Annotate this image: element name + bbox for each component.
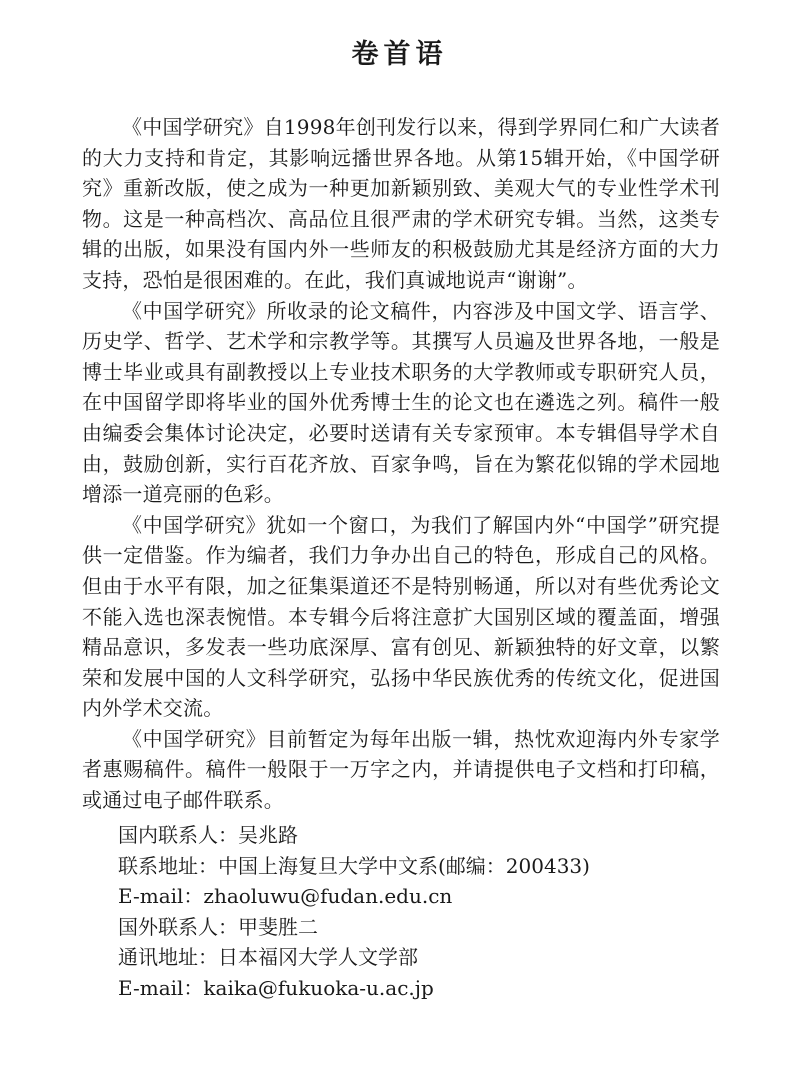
contact-label: 国内联系人：: [118, 823, 238, 847]
contact-label: 通讯地址：: [118, 945, 218, 970]
preface-body: [82, 112, 720, 816]
contact-info: [118, 820, 738, 1004]
contact-value: 日本福冈大学人文学部: [218, 945, 418, 970]
contact-label: E-mail：: [118, 884, 204, 909]
paragraph-3: 《中国学研究》犹如一个窗口，为我们了解国内外“中国学”研究提供一定借鉴。作为编者，我们力争办出自己的特色，形成自己的风格。但由于水平有限，加之征集渠道还不是特别畅通，所以对有些优秀论文不能入选也深表惋惜。本专辑今后将注意扩大国别区域的覆盖面，增强精品意识，多发表一些功底深厚、富有创见、新颖独特的好文章，以繁荣和发展中国的人文科学研究，弘扬中华民族优秀的传统文化，促进国内外学术交流。: [82, 512, 720, 721]
contact-value: 吴兆路: [238, 823, 298, 847]
contact-label: 联系地址：: [118, 853, 218, 878]
contact-label: 国外联系人：: [118, 914, 238, 939]
paragraph-2: 《中国学研究》所收录的论文稿件，内容涉及中国文学、语言学、历史学、哲学、艺术学和宗教学等。其撰写人员遍及世界各地，一般是博士毕业或具有副教授以上专业技术职务的大学教师或专职研究人员，在中国留学即将毕业的国外优秀博士生的论文也在遴选之列。稿件一般由编委会集体讨论决定，必要时送请有关专家预审。本专辑倡导学术自由，鼓励创新，实行百花齐放、百家争鸣，旨在为繁花似锦的学术园地增添一道亮丽的色彩。: [82, 298, 720, 507]
paragraph-1: 《中国学研究》自1998年创刊发行以来，得到学界同仁和广大读者的大力支持和肯定，其影响远播世界各地。从第15辑开始，《中国学研究》重新改版，使之成为一种更加新颖别致、美观大气的专业性学术刊物。这是一种高档次、高品位且很严肃的学术研究专辑。当然，这类专辑的出版，如果没有国内外一些师友的积极鼓励尤其是经济方面的大力支持，恐怕是很困难的。在此，我们真诚地说声“谢谢”。: [82, 115, 720, 292]
foreign-email: [118, 973, 738, 1004]
email-link[interactable]: kaika@fukuoka-u.ac.jp: [203, 975, 434, 1000]
page-title: 卷首语: [351, 39, 448, 70]
contact-value: 中国上海复旦大学中文系(邮编：200433): [218, 853, 590, 878]
paragraph-4: 《中国学研究》目前暂定为每年出版一辑，热忱欢迎海内外专家学者惠赐稿件。稿件一般限于一万字之内，并请提供电子文档和打印稿，或通过电子邮件联系。: [82, 726, 720, 813]
foreign-contact: [118, 912, 738, 943]
domestic-email: [118, 881, 738, 912]
domestic-address: [118, 851, 738, 882]
contact-value: 甲斐胜二: [238, 914, 318, 939]
contact-label: E-mail：: [118, 975, 204, 1000]
domestic-contact: [118, 820, 738, 851]
email-link[interactable]: zhaoluwu@fudan.edu.cn: [203, 884, 453, 909]
foreign-address: [118, 942, 738, 973]
